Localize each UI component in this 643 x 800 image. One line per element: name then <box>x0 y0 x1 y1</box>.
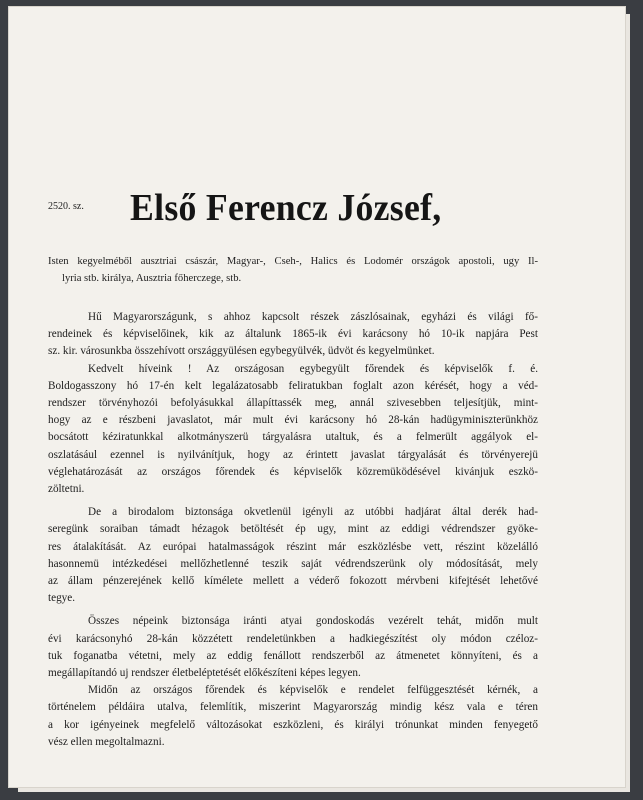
text-line: oszlatásául ezennel is nyilvánítjuk, hogy az érintett javaslat tárgyalását és törvényerejü <box>48 448 538 461</box>
text-line: Boldogasszony hó 17-én kelt legalázatosabb feliratukban foglalt azon kérését, hogy a véd- <box>48 379 538 392</box>
text-line: rendeinek és képviselőinek, kik az általunk 1865-ik évi karácsony hó 10-ik napjára Pest <box>48 328 538 341</box>
text-line: Kedvelt híveink ! Az országosan egybegyült főrendek és képviselők f. é. <box>88 362 538 375</box>
text-line: sz. kir. városunkba összehívott országgyülésen egybegyülvék, üdvöt és kegyelmünket. <box>48 345 435 358</box>
text-line: történelem példáira utalva, felemlítik, miszerint Magyarország mindig kész vala e téren <box>48 701 538 714</box>
document-body <box>48 309 538 751</box>
text-line: De a birodalom biztonsága okvetlenül igényli az utóbbi hadjárat által derék had- <box>88 506 538 519</box>
text-line: véglehatározását az országos főrendek és képviselők közremüködésével kivánjuk eszkö- <box>48 465 538 478</box>
text-line: megállapítandó uj rendszer életbeléptetését előkészíteni képes legyen. <box>48 667 361 680</box>
paragraph-2 <box>48 361 538 499</box>
text-line: évi karácsonyhó 28-kán közzétett rendeletünkben a hadkiegészítést oly módon czéloz- <box>48 632 538 645</box>
paragraph-1 <box>48 309 538 361</box>
document-page <box>8 6 626 788</box>
document-number: 2520. sz. <box>48 201 84 212</box>
text-line: Midőn az országos főrendek és képviselők e rendelet felfüggesztését kérnék, a <box>88 684 538 697</box>
text-line: hasonnemü intézkedései mellőzhetlenné teszik saját védrendszerünk oly módosítását, mely <box>48 557 538 570</box>
text-line: tuk foganatba vétetni, mely az eddig fenállott rendszerből az átmenetet könnyíteni, és a <box>48 649 538 662</box>
subtitle-line: Isten kegyelméből ausztriai császár, Magyar-, Cseh-, Halics és Lodomér országok apostoli, ugy Il- <box>48 256 538 267</box>
document-subtitle <box>48 253 538 287</box>
paragraph-5 <box>48 682 538 751</box>
text-line: rendszer törvényhozói befolyásukkal állapíttassék meg, annál szivesebben teljesítjük, mint- <box>48 397 538 410</box>
text-line: Összes népeink biztonsága iránti atyai gondoskodás vezérelt tehát, midőn mult <box>88 615 538 628</box>
text-line: res átalakítását. Az európai hatalmasságok részint már eszközlésbe vett, részint közelálló <box>48 540 538 553</box>
text-line: hogy az e részbeni javaslatot, már mult évi karácsony hó 28-kán hadügyminiszterünkhöz <box>48 414 538 427</box>
paragraph-4 <box>48 613 538 682</box>
text-line: a kor igényeinek megfelelő változásokat eszközleni, és királyi trónunkat minden fenyegető <box>48 718 538 731</box>
text-line: Hű Magyarországunk, s ahhoz kapcsolt részek zászlósainak, egyházi és világi fő- <box>88 311 538 323</box>
text-line: tegye. <box>48 592 76 605</box>
text-line: bocsátott kéziratunkkal alkotmányszerü tárgyalásra utaltuk, és a felmerült aggályok el- <box>48 431 538 444</box>
text-line: az állam pénzerejének kellő kímélete mellett a véderő fokozott mérvbeni kifejtését lehetővé <box>48 575 538 588</box>
document-title: Első Ferencz József, <box>130 187 442 229</box>
subtitle-line: lyria stb. királya, Ausztria főherczege, stb. <box>62 273 242 284</box>
paragraph-3 <box>48 504 538 607</box>
text-line: seregünk soraiban támadt hézagok betöltését ép ugy, mint az eddigi védrendszer gyöke- <box>48 523 538 536</box>
text-line: zöltetni. <box>48 483 85 496</box>
text-line: vész ellen megoltalmazni. <box>48 735 165 748</box>
